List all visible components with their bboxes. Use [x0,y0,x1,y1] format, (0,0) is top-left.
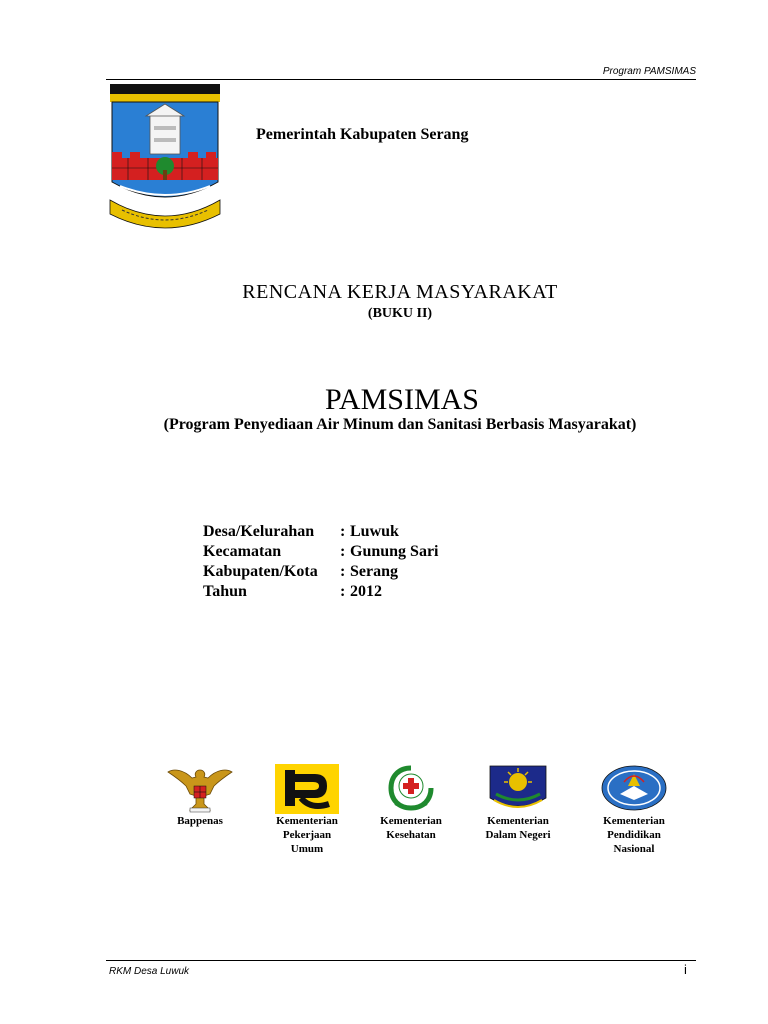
info-row-kecamatan [203,542,438,562]
education-ministry-logo-icon [600,764,668,812]
info-label: Desa/Kelurahan [203,523,315,540]
document-book: (BUKU II) [367,306,433,321]
footer-rule [106,960,696,961]
info-value: 2012 [350,583,382,600]
health-ministry-logo-icon [385,764,437,812]
header-rule [106,79,696,80]
public-works-logo-icon [275,764,339,814]
info-row-tahun [203,582,438,602]
program-full-name: (Program Penyediaan Air Minum dan Sanitasi Berbasis Masyarakat) [163,416,637,433]
info-label: Kabupaten/Kota [203,563,318,580]
logo-caption: Kementerian Dalam Negeri [485,815,551,841]
header-program-label: Program PAMSIMAS [602,66,696,77]
info-block [203,522,438,602]
program-name: PAMSIMAS [325,383,479,416]
info-separator: : [340,583,346,600]
footer-document-label: RKM Desa Luwuk [109,966,190,977]
logo-caption: Kementerian Pekerjaan Umum [276,815,338,855]
logo-caption: Kementerian Pendidikan Nasional [603,815,665,855]
info-row-desa [203,522,438,542]
info-label: Kecamatan [203,543,282,560]
logo-caption: Kementerian Kesehatan [380,815,442,841]
logo-caption: Bappenas [177,815,223,827]
info-separator: : [340,523,346,540]
government-title: Pemerintah Kabupaten Serang [256,126,469,143]
serang-crest-icon [108,82,222,230]
footer-page-number: i [684,962,687,977]
home-affairs-logo-icon [488,764,548,812]
info-label: Tahun [203,583,247,600]
info-value: Gunung Sari [350,543,439,560]
info-value: Luwuk [350,523,399,540]
info-row-kabupaten [203,562,438,582]
info-value: Serang [350,563,398,580]
ministry-logos [160,762,680,872]
info-separator: : [340,563,346,580]
document-title: RENCANA KERJA MASYARAKAT [242,281,558,303]
garuda-emblem-icon [166,764,234,814]
info-separator: : [340,543,346,560]
